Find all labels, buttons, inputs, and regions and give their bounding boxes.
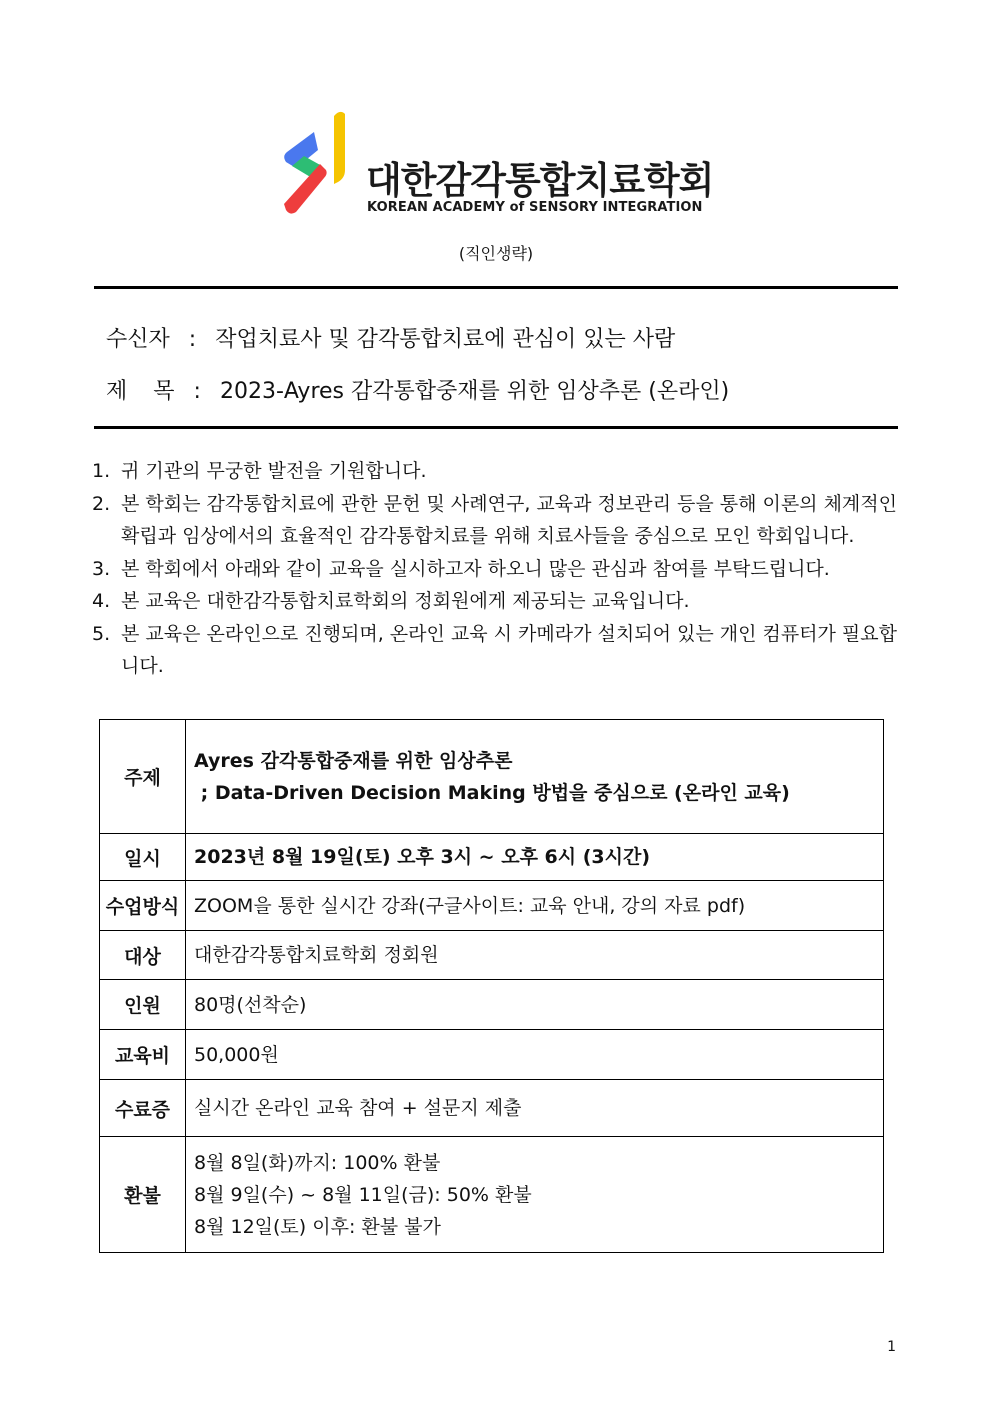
subject-separator: : (193, 379, 201, 404)
refund-line: 8월 9일(수) ~ 8월 11일(금): 50% 환불 (194, 1183, 532, 1206)
logo-name-english: KOREAN ACADEMY of SENSORY INTEGRATION (367, 200, 703, 215)
table-row (100, 1030, 884, 1080)
table-row (100, 980, 884, 1030)
recipient-separator: : (188, 327, 197, 352)
date-label: 일시 (100, 834, 186, 881)
recipient-line (106, 322, 675, 353)
table-row (100, 720, 884, 834)
capacity-label: 인원 (100, 980, 186, 1030)
academy-logo-mark (282, 106, 352, 218)
subject-value: 2023-Ayres 감각통합중재를 위한 임상추론 (온라인) (219, 379, 730, 404)
fee-label: 교육비 (100, 1030, 186, 1080)
subject-label-2: 목 (153, 379, 175, 404)
list-item: 2. 본 학회는 감각통합치료에 관한 문헌 및 사례연구, 교육과 정보관리 등을 통해 이론의 체계적인 확립과 임상에서의 효율적인 감각통합치료를 위해 치료사들을 중심으로 모인 학회입니다. (92, 492, 897, 547)
target-value: 대한감각통합치료학회 정회원 (186, 931, 884, 980)
header-bottom-rule (94, 426, 898, 429)
subject-line (106, 374, 729, 405)
topic-label: 주제 (100, 720, 186, 834)
logo-name-korean: 대한감각통합치료학회 (366, 159, 714, 202)
recipient-label: 수신자 (106, 327, 170, 352)
list-item: 4. 본 교육은 대한감각통합치료학회의 정회원에게 제공되는 교육입니다. (92, 590, 690, 612)
list-item: 3. 본 학회에서 아래와 같이 교육을 실시하고자 하오니 많은 관심과 참여를 부탁드립니다. (92, 557, 830, 580)
recipient-value: 작업치료사 및 감각통합치료에 관심이 있는 사람 (215, 327, 676, 352)
subject-label-1: 제 (106, 379, 128, 404)
academy-logo (282, 106, 722, 218)
seal-omitted-note: (직인생략) (458, 244, 534, 263)
target-label: 대상 (100, 931, 186, 980)
certificate-value: 실시간 온라인 교육 참여 + 설문지 제출 (186, 1080, 884, 1137)
table-row (100, 834, 884, 881)
capacity-value: 80명(선착순) (186, 980, 884, 1030)
page-number: 1 (887, 1339, 896, 1355)
table-row (100, 881, 884, 931)
table-row (100, 1137, 884, 1253)
method-label: 수업방식 (100, 881, 186, 931)
refund-label: 환불 (100, 1137, 186, 1253)
list-item: 1. 귀 기관의 무궁한 발전을 기원합니다. (92, 460, 427, 482)
date-value: 2023년 8월 19일(토) 오후 3시 ~ 오후 6시 (3시간) (186, 834, 884, 881)
refund-value (186, 1137, 884, 1253)
table-row (100, 1080, 884, 1137)
header-top-rule (94, 286, 898, 289)
fee-value: 50,000원 (186, 1030, 884, 1080)
notice-list (92, 455, 897, 683)
topic-value: Ayres 감각통합중재를 위한 임상추론 ; Data-Driven Decision Making 방법을 중심으로 (온라인 교육) (186, 720, 884, 834)
course-info-table (99, 719, 884, 1253)
refund-line: 8월 12일(토) 이후: 환불 불가 (194, 1215, 441, 1238)
certificate-label: 수료증 (100, 1080, 186, 1137)
method-value: ZOOM을 통한 실시간 강좌(구글사이트: 교육 안내, 강의 자료 pdf) (186, 881, 884, 931)
list-item: 5. 본 교육은 온라인으로 진행되며, 온라인 교육 시 카메라가 설치되어 있는 개인 컴퓨터가 필요합니다. (92, 622, 897, 677)
refund-line: 8월 8일(화)까지: 100% 환불 (194, 1151, 441, 1174)
table-row (100, 931, 884, 980)
